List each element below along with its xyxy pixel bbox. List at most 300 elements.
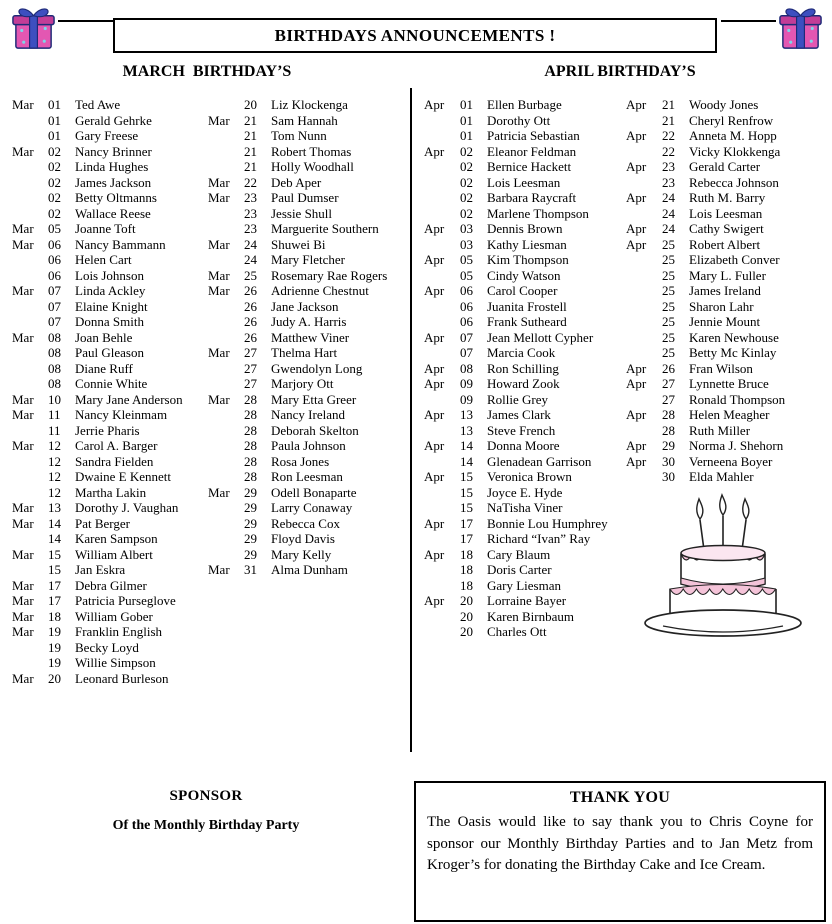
month-label bbox=[424, 175, 460, 191]
month-label bbox=[626, 392, 662, 408]
birthday-entry bbox=[424, 500, 622, 516]
day-label: 07 bbox=[460, 329, 473, 345]
day-label: 29 bbox=[244, 531, 257, 546]
day-label: 29 bbox=[662, 438, 675, 453]
month-label bbox=[424, 454, 460, 470]
person-name: Helen Meagher bbox=[689, 407, 770, 422]
thank-you-box bbox=[414, 781, 826, 922]
day-label: 24 bbox=[244, 252, 257, 267]
month-label bbox=[424, 500, 460, 516]
birthday-entry bbox=[424, 345, 622, 361]
day-label: 22 bbox=[662, 128, 675, 143]
month-label bbox=[424, 113, 460, 129]
birthday-entry bbox=[424, 206, 622, 222]
day-label: 12 bbox=[48, 484, 61, 500]
person-name: Charles Ott bbox=[487, 624, 547, 639]
day-label: 02 bbox=[48, 143, 61, 159]
day-label: 02 bbox=[460, 143, 473, 159]
birthday-entry bbox=[424, 423, 622, 439]
month-label: Apr bbox=[424, 407, 445, 422]
birthday-entry bbox=[12, 407, 205, 423]
birthday-entry bbox=[424, 190, 622, 206]
month-label bbox=[424, 314, 460, 330]
day-label: 24 bbox=[662, 221, 675, 236]
person-name: Kim Thompson bbox=[487, 252, 569, 267]
month-label bbox=[626, 268, 662, 284]
birthday-entry bbox=[424, 97, 622, 113]
birthday-entry bbox=[208, 299, 406, 315]
birthday-entry bbox=[12, 268, 205, 284]
month-label bbox=[424, 128, 460, 144]
person-name: Matthew Viner bbox=[271, 329, 350, 345]
day-label: 02 bbox=[460, 205, 473, 221]
person-name: Paul Gleason bbox=[75, 345, 144, 360]
birthday-entry bbox=[12, 97, 205, 113]
day-label: 28 bbox=[244, 469, 257, 484]
month-label bbox=[424, 562, 460, 578]
person-name: Becky Loyd bbox=[75, 639, 139, 655]
day-label: 06 bbox=[48, 236, 61, 252]
birthday-entry bbox=[626, 314, 828, 330]
month-label bbox=[208, 252, 244, 268]
month-label bbox=[424, 423, 460, 439]
month-label bbox=[208, 438, 244, 454]
month-label bbox=[208, 500, 244, 516]
person-name: Lorraine Bayer bbox=[487, 593, 567, 608]
day-label: 21 bbox=[244, 112, 257, 128]
month-label: Mar bbox=[12, 515, 34, 531]
birthday-entry bbox=[12, 376, 205, 392]
month-label: Apr bbox=[424, 252, 445, 267]
gift-icon bbox=[776, 5, 825, 52]
month-label: Mar bbox=[208, 236, 230, 252]
person-name: James Jackson bbox=[75, 174, 152, 190]
month-label: Apr bbox=[424, 283, 445, 298]
person-name: Elizabeth Conver bbox=[689, 252, 780, 267]
month-label: Apr bbox=[626, 360, 647, 376]
day-label: 17 bbox=[48, 593, 61, 608]
month-label: Apr bbox=[424, 221, 445, 236]
birthday-entry bbox=[626, 299, 828, 315]
person-name: Ron Leesman bbox=[271, 469, 343, 484]
person-name: Norma J. Shehorn bbox=[689, 438, 784, 453]
person-name: Paula Johnson bbox=[271, 438, 346, 453]
sponsor-block bbox=[8, 788, 404, 834]
month-label bbox=[626, 345, 662, 361]
month-label: Mar bbox=[208, 283, 230, 298]
person-name: Marjory Ott bbox=[271, 376, 334, 391]
month-label bbox=[208, 299, 244, 315]
month-label: Apr bbox=[424, 469, 445, 484]
month-label bbox=[208, 547, 244, 563]
person-name: Karen Birnbaum bbox=[487, 608, 575, 624]
month-label bbox=[12, 268, 48, 284]
birthday-entry bbox=[208, 407, 406, 423]
person-name: Dorothy J. Vaughan bbox=[75, 500, 179, 515]
month-label bbox=[208, 454, 244, 470]
birthday-entry bbox=[626, 97, 828, 113]
day-label: 22 bbox=[662, 143, 675, 159]
birthday-entry bbox=[208, 469, 406, 485]
day-label: 28 bbox=[244, 391, 257, 407]
person-name: Carol A. Barger bbox=[75, 438, 158, 453]
person-name: Alma Dunham bbox=[271, 562, 348, 577]
month-label bbox=[208, 407, 244, 423]
day-label: 20 bbox=[460, 624, 473, 639]
birthday-entry bbox=[626, 469, 828, 485]
month-label: Apr bbox=[626, 407, 647, 422]
month-label: Apr bbox=[424, 515, 445, 531]
day-label: 26 bbox=[662, 360, 675, 376]
month-label bbox=[424, 624, 460, 640]
month-label bbox=[12, 190, 48, 206]
month-label: Mar bbox=[12, 97, 34, 112]
month-label bbox=[208, 531, 244, 547]
day-label: 18 bbox=[460, 577, 473, 593]
day-label: 02 bbox=[48, 205, 61, 221]
birthday-entry bbox=[424, 578, 622, 594]
day-label: 22 bbox=[244, 174, 257, 190]
birthday-entry bbox=[208, 159, 406, 175]
day-label: 14 bbox=[48, 515, 61, 531]
birthday-entry bbox=[208, 438, 406, 454]
person-name: Fran Wilson bbox=[689, 360, 753, 376]
day-label: 25 bbox=[662, 283, 675, 298]
person-name: Joanne Toft bbox=[75, 221, 136, 236]
birthday-entry bbox=[208, 361, 406, 377]
month-label bbox=[626, 423, 662, 439]
month-label bbox=[626, 314, 662, 330]
birthday-entry bbox=[424, 361, 622, 377]
birthday-entry bbox=[424, 113, 622, 129]
day-label: 26 bbox=[244, 329, 257, 345]
person-name: Lois Leesman bbox=[487, 174, 561, 190]
person-name: Donna Smith bbox=[75, 314, 144, 329]
person-name: Betty Mc Kinlay bbox=[689, 345, 777, 360]
day-label: 06 bbox=[460, 314, 473, 329]
day-label: 23 bbox=[662, 159, 675, 174]
day-label: 15 bbox=[48, 562, 61, 577]
person-name: Adrienne Chestnut bbox=[271, 283, 369, 298]
birthday-entry bbox=[626, 392, 828, 408]
birthday-entry bbox=[208, 175, 406, 191]
person-name: Sharon Lahr bbox=[689, 298, 754, 314]
month-label bbox=[424, 609, 460, 625]
month-label bbox=[12, 640, 48, 656]
person-name: Willie Simpson bbox=[75, 655, 156, 670]
day-label: 29 bbox=[244, 546, 257, 562]
person-name: Glenadean Garrison bbox=[487, 453, 592, 469]
birthday-entry bbox=[208, 531, 406, 547]
birthday-entry bbox=[626, 423, 828, 439]
month-label bbox=[208, 361, 244, 377]
birthday-entry bbox=[12, 671, 205, 687]
month-label: Mar bbox=[12, 577, 34, 593]
person-name: Ted Awe bbox=[75, 97, 121, 112]
person-name: Betty Oltmanns bbox=[75, 190, 157, 205]
month-label bbox=[424, 190, 460, 206]
month-label: Mar bbox=[12, 670, 34, 686]
birthday-entry bbox=[424, 128, 622, 144]
day-label: 09 bbox=[460, 376, 473, 391]
month-label: Mar bbox=[12, 438, 34, 453]
person-name: Linda Hughes bbox=[75, 159, 149, 174]
birthday-entry bbox=[626, 361, 828, 377]
month-label bbox=[12, 655, 48, 671]
person-name: William Gober bbox=[75, 608, 153, 624]
person-name: Cathy Swigert bbox=[689, 221, 764, 236]
person-name: Joan Behle bbox=[75, 329, 133, 345]
birthday-entry bbox=[626, 175, 828, 191]
month-label bbox=[208, 97, 244, 113]
month-label bbox=[626, 175, 662, 191]
person-name: Linda Ackley bbox=[75, 283, 146, 298]
birthday-entry bbox=[208, 206, 406, 222]
day-label: 01 bbox=[460, 128, 473, 143]
month-label: Mar bbox=[208, 190, 230, 205]
birthday-entry bbox=[208, 190, 406, 206]
birthday-entry bbox=[208, 113, 406, 129]
day-label: 17 bbox=[460, 515, 473, 531]
day-label: 30 bbox=[662, 453, 675, 469]
day-label: 28 bbox=[662, 422, 675, 438]
person-name: Bonnie Lou Humphrey bbox=[487, 515, 608, 531]
month-label bbox=[626, 469, 662, 485]
birthday-entry bbox=[626, 268, 828, 284]
person-name: Connie White bbox=[75, 376, 148, 391]
person-name: James Clark bbox=[487, 407, 551, 422]
birthday-entry bbox=[12, 221, 205, 237]
day-label: 19 bbox=[48, 655, 61, 670]
month-label bbox=[12, 175, 48, 191]
birthday-entry bbox=[12, 283, 205, 299]
birthday-entry bbox=[626, 376, 828, 392]
month-label: Apr bbox=[626, 159, 647, 174]
person-name: Martha Lakin bbox=[75, 484, 147, 500]
person-name: Nancy Bammann bbox=[75, 236, 166, 252]
person-name: Steve French bbox=[487, 422, 556, 438]
day-label: 02 bbox=[460, 190, 473, 205]
day-label: 23 bbox=[244, 221, 257, 236]
birthday-entry bbox=[208, 376, 406, 392]
person-name: Lois Leesman bbox=[689, 205, 763, 221]
month-label: Mar bbox=[208, 391, 230, 407]
day-label: 01 bbox=[48, 112, 61, 128]
month-label: Mar bbox=[12, 407, 34, 422]
person-name: Jean Mellott Cypher bbox=[487, 329, 594, 345]
birthday-entry bbox=[424, 283, 622, 299]
person-name: Mary Kelly bbox=[271, 546, 332, 562]
person-name: Odell Bonaparte bbox=[271, 484, 357, 500]
person-name: Patricia Sebastian bbox=[487, 128, 580, 143]
month-label bbox=[424, 345, 460, 361]
person-name: Floyd Davis bbox=[271, 531, 335, 546]
birthday-entry bbox=[12, 655, 205, 671]
person-name: Mary L. Fuller bbox=[689, 267, 766, 283]
person-name: Jessie Shull bbox=[271, 205, 333, 221]
month-label bbox=[12, 206, 48, 222]
day-label: 17 bbox=[48, 577, 61, 593]
month-label bbox=[12, 345, 48, 361]
person-name: Patricia Purseglove bbox=[75, 593, 176, 608]
person-name: Helen Cart bbox=[75, 252, 132, 267]
month-label bbox=[626, 330, 662, 346]
day-label: 20 bbox=[244, 97, 257, 112]
person-name: Ruth Miller bbox=[689, 422, 751, 438]
month-label: Apr bbox=[424, 546, 445, 562]
month-label: Apr bbox=[626, 128, 647, 143]
birthday-entry bbox=[626, 159, 828, 175]
birthday-entry bbox=[12, 547, 205, 563]
birthday-entry bbox=[208, 330, 406, 346]
person-name: Mary Fletcher bbox=[271, 252, 346, 267]
person-name: Sandra Fielden bbox=[75, 453, 154, 469]
person-name: James Ireland bbox=[689, 283, 761, 298]
day-label: 18 bbox=[460, 546, 473, 562]
day-label: 07 bbox=[48, 283, 61, 298]
birthday-entry bbox=[208, 252, 406, 268]
birthday-entry bbox=[424, 221, 622, 237]
birthday-entry bbox=[12, 159, 205, 175]
day-label: 06 bbox=[460, 283, 473, 298]
person-name: Dennis Brown bbox=[487, 221, 563, 236]
birthday-cake-illustration bbox=[630, 492, 820, 672]
day-label: 08 bbox=[48, 360, 61, 376]
day-label: 14 bbox=[460, 438, 473, 453]
day-label: 13 bbox=[460, 422, 473, 438]
day-label: 15 bbox=[460, 484, 473, 500]
birthday-entry bbox=[208, 500, 406, 516]
day-label: 11 bbox=[48, 422, 61, 438]
person-name: Elaine Knight bbox=[75, 298, 148, 314]
person-name: Thelma Hart bbox=[271, 345, 338, 360]
page-title: BIRTHDAYS ANNOUNCEMENTS ! bbox=[274, 25, 556, 45]
birthday-entry bbox=[12, 330, 205, 346]
person-name: Cheryl Renfrow bbox=[689, 112, 774, 128]
month-label bbox=[12, 485, 48, 501]
person-name: Gary Liesman bbox=[487, 577, 562, 593]
person-name: Marguerite Southern bbox=[271, 221, 379, 236]
birthday-entry bbox=[12, 190, 205, 206]
birthday-entry bbox=[424, 624, 622, 640]
person-name: Cindy Watson bbox=[487, 267, 561, 283]
person-name: Marcia Cook bbox=[487, 345, 556, 360]
day-label: 25 bbox=[662, 252, 675, 267]
month-label: Apr bbox=[424, 593, 445, 608]
birthday-entry bbox=[208, 547, 406, 563]
day-label: 13 bbox=[460, 407, 473, 422]
month-label bbox=[12, 376, 48, 392]
day-label: 07 bbox=[460, 345, 473, 360]
day-label: 28 bbox=[662, 407, 675, 422]
day-label: 25 bbox=[662, 267, 675, 283]
person-name: Jane Jackson bbox=[271, 298, 339, 314]
month-label bbox=[208, 469, 244, 485]
day-label: 29 bbox=[244, 515, 257, 531]
birthday-entry bbox=[626, 128, 828, 144]
month-label bbox=[12, 423, 48, 439]
day-label: 25 bbox=[662, 329, 675, 345]
person-name: Karen Sampson bbox=[75, 531, 158, 546]
birthday-entry bbox=[12, 485, 205, 501]
birthday-entry bbox=[12, 252, 205, 268]
person-name: Rosa Jones bbox=[271, 453, 330, 469]
person-name: Rebecca Johnson bbox=[689, 174, 779, 190]
month-label: Apr bbox=[424, 329, 445, 345]
day-label: 01 bbox=[460, 112, 473, 128]
birthday-entry bbox=[626, 144, 828, 160]
day-label: 02 bbox=[460, 159, 473, 174]
day-label: 08 bbox=[460, 360, 473, 376]
birthday-entry bbox=[12, 237, 205, 253]
birthday-entry bbox=[208, 221, 406, 237]
person-name: Nancy Ireland bbox=[271, 407, 345, 422]
day-label: 05 bbox=[460, 267, 473, 283]
march-list-1 bbox=[12, 97, 205, 686]
month-label bbox=[12, 299, 48, 315]
day-label: 25 bbox=[662, 236, 675, 252]
person-name: Marlene Thompson bbox=[487, 205, 589, 221]
person-name: Nancy Brinner bbox=[75, 143, 152, 159]
month-label: Apr bbox=[626, 190, 647, 205]
birthday-entry bbox=[12, 454, 205, 470]
person-name: Gary Freese bbox=[75, 128, 139, 143]
birthday-entry bbox=[208, 314, 406, 330]
month-label: Apr bbox=[626, 376, 647, 391]
day-label: 28 bbox=[244, 407, 257, 422]
person-name: Nancy Kleinmam bbox=[75, 407, 168, 422]
person-name: Karen Newhouse bbox=[689, 329, 779, 345]
day-label: 09 bbox=[460, 391, 473, 407]
day-label: 19 bbox=[48, 624, 61, 639]
day-label: 18 bbox=[460, 562, 473, 577]
month-label: Mar bbox=[12, 391, 34, 407]
sponsor-title: SPONSOR bbox=[169, 788, 243, 804]
month-label: Mar bbox=[12, 500, 34, 515]
birthday-entry bbox=[12, 516, 205, 532]
person-name: Bernice Hackett bbox=[487, 159, 572, 174]
day-label: 28 bbox=[244, 453, 257, 469]
person-name: Vicky Klokkenga bbox=[689, 143, 781, 159]
month-label: Mar bbox=[208, 562, 230, 577]
day-label: 02 bbox=[48, 174, 61, 190]
person-name: Larry Conaway bbox=[271, 500, 353, 515]
day-label: 27 bbox=[244, 376, 257, 391]
month-label: Mar bbox=[208, 112, 230, 128]
sponsor-subtitle: Of the Monthly Birthday Party bbox=[112, 818, 300, 833]
month-label: Apr bbox=[424, 143, 445, 159]
month-label: Apr bbox=[626, 97, 647, 112]
title-box bbox=[113, 18, 717, 53]
person-name: Sam Hannah bbox=[271, 112, 338, 128]
birthday-entry bbox=[208, 423, 406, 439]
month-label: Mar bbox=[208, 484, 230, 500]
gift-icon bbox=[9, 5, 58, 52]
month-label: Apr bbox=[626, 438, 647, 453]
april-list-2 bbox=[626, 97, 828, 485]
birthday-entry bbox=[424, 454, 622, 470]
month-label: Mar bbox=[208, 345, 230, 360]
day-label: 11 bbox=[48, 407, 61, 422]
birthday-entry bbox=[12, 609, 205, 625]
birthday-entry bbox=[12, 206, 205, 222]
month-label bbox=[424, 578, 460, 594]
person-name: Dorothy Ott bbox=[487, 112, 551, 128]
birthday-entry bbox=[424, 469, 622, 485]
birthday-entry bbox=[12, 500, 205, 516]
month-label bbox=[424, 392, 460, 408]
birthday-entry bbox=[208, 268, 406, 284]
